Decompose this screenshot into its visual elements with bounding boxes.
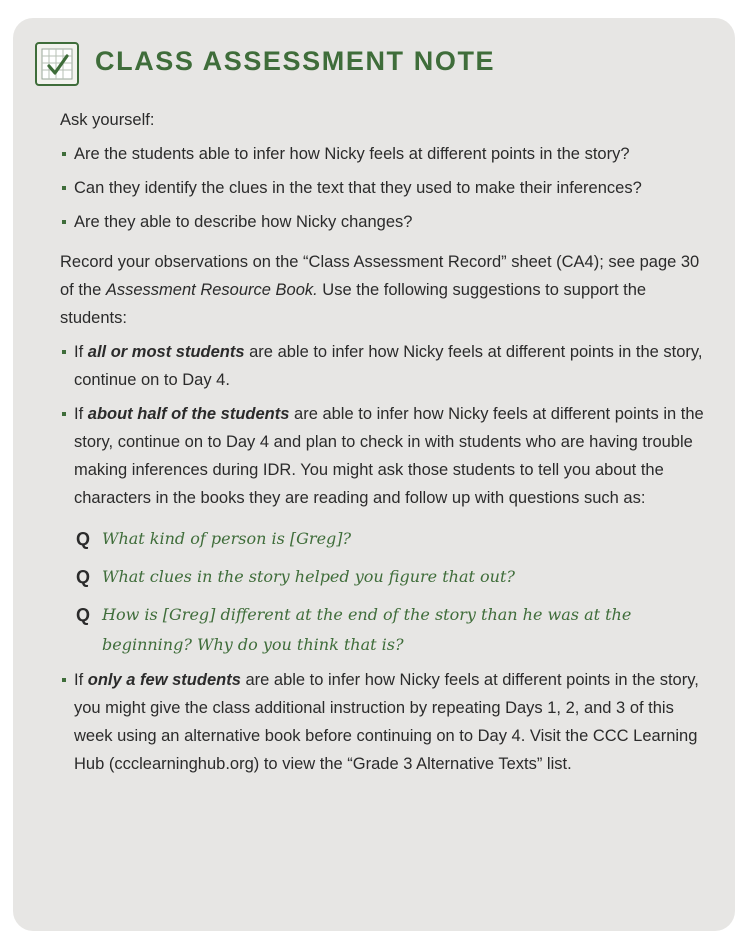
note-body [60, 106, 710, 778]
question-marker: Q [76, 605, 91, 625]
suggestion-item [60, 338, 710, 394]
followup-question [60, 562, 710, 592]
followup-text: How is [Greg] different at the end of the story than he was at the beginning? Why do you think that is? [102, 605, 632, 654]
suggestion-item [60, 666, 710, 778]
question-item [60, 140, 710, 168]
record-paragraph [60, 248, 710, 332]
suggestion-text: are able to infer how Nicky feels at different points in the story, continue on to Day 4. [74, 343, 703, 389]
bullet-icon [62, 350, 66, 354]
suggestion-text: are able to infer how Nicky feels at different points in the story, continue on to Day 4 and plan to check in with students who are having trouble making inferences during IDR. You might ask those students to tell you about the characters in the books they are reading and follow up with questions such as: [74, 405, 704, 507]
book-title: Assessment Resource Book. [105, 281, 318, 299]
checklist-icon [35, 42, 79, 86]
followup-question [60, 524, 710, 554]
suggestion-prefix: If [74, 343, 88, 361]
question-text: Are they able to describe how Nicky changes? [74, 213, 413, 231]
suggestion-item [60, 400, 710, 512]
note-title: CLASS ASSESSMENT NOTE [95, 46, 496, 76]
bullet-icon [62, 220, 66, 224]
record-text-before: Record your observations on the “Class Assessment Record” sheet (CA4); see page 30 of the [60, 253, 700, 299]
followup-text: What clues in the story helped you figure that out? [102, 567, 515, 586]
intro-text: Ask yourself: [60, 111, 155, 129]
followup-text: What kind of person is [Greg]? [102, 529, 352, 548]
bullet-icon [62, 412, 66, 416]
record-text-after: Use the following suggestions to support the students: [60, 281, 647, 327]
question-marker: Q [76, 567, 91, 587]
question-item [60, 208, 710, 236]
bullet-icon [62, 678, 66, 682]
question-text: Are the students able to infer how Nicky feels at different points in the story? [74, 145, 630, 163]
suggestion-prefix: If [74, 671, 88, 689]
question-marker: Q [76, 529, 91, 549]
bullet-icon [62, 152, 66, 156]
suggestion-prefix: If [74, 405, 88, 423]
question-item [60, 174, 710, 202]
followup-question [60, 600, 710, 660]
assessment-note-card [13, 18, 735, 931]
suggestion-text: are able to infer how Nicky feels at different points in the story, you might give the class additional instruction by repeating Days 1, 2, and 3 of this week using an alternative book before continuing on to Day 4. Visit the CCC Learning Hub (ccclearninghub.org) to view the “Grade 3 Alternative Texts” list. [74, 671, 699, 773]
bullet-icon [62, 186, 66, 190]
suggestion-emphasis: about half of the students [87, 405, 290, 423]
suggestion-emphasis: all or most students [87, 343, 245, 361]
suggestion-emphasis: only a few students [87, 671, 241, 689]
question-text: Can they identify the clues in the text that they used to make their inferences? [74, 179, 642, 197]
